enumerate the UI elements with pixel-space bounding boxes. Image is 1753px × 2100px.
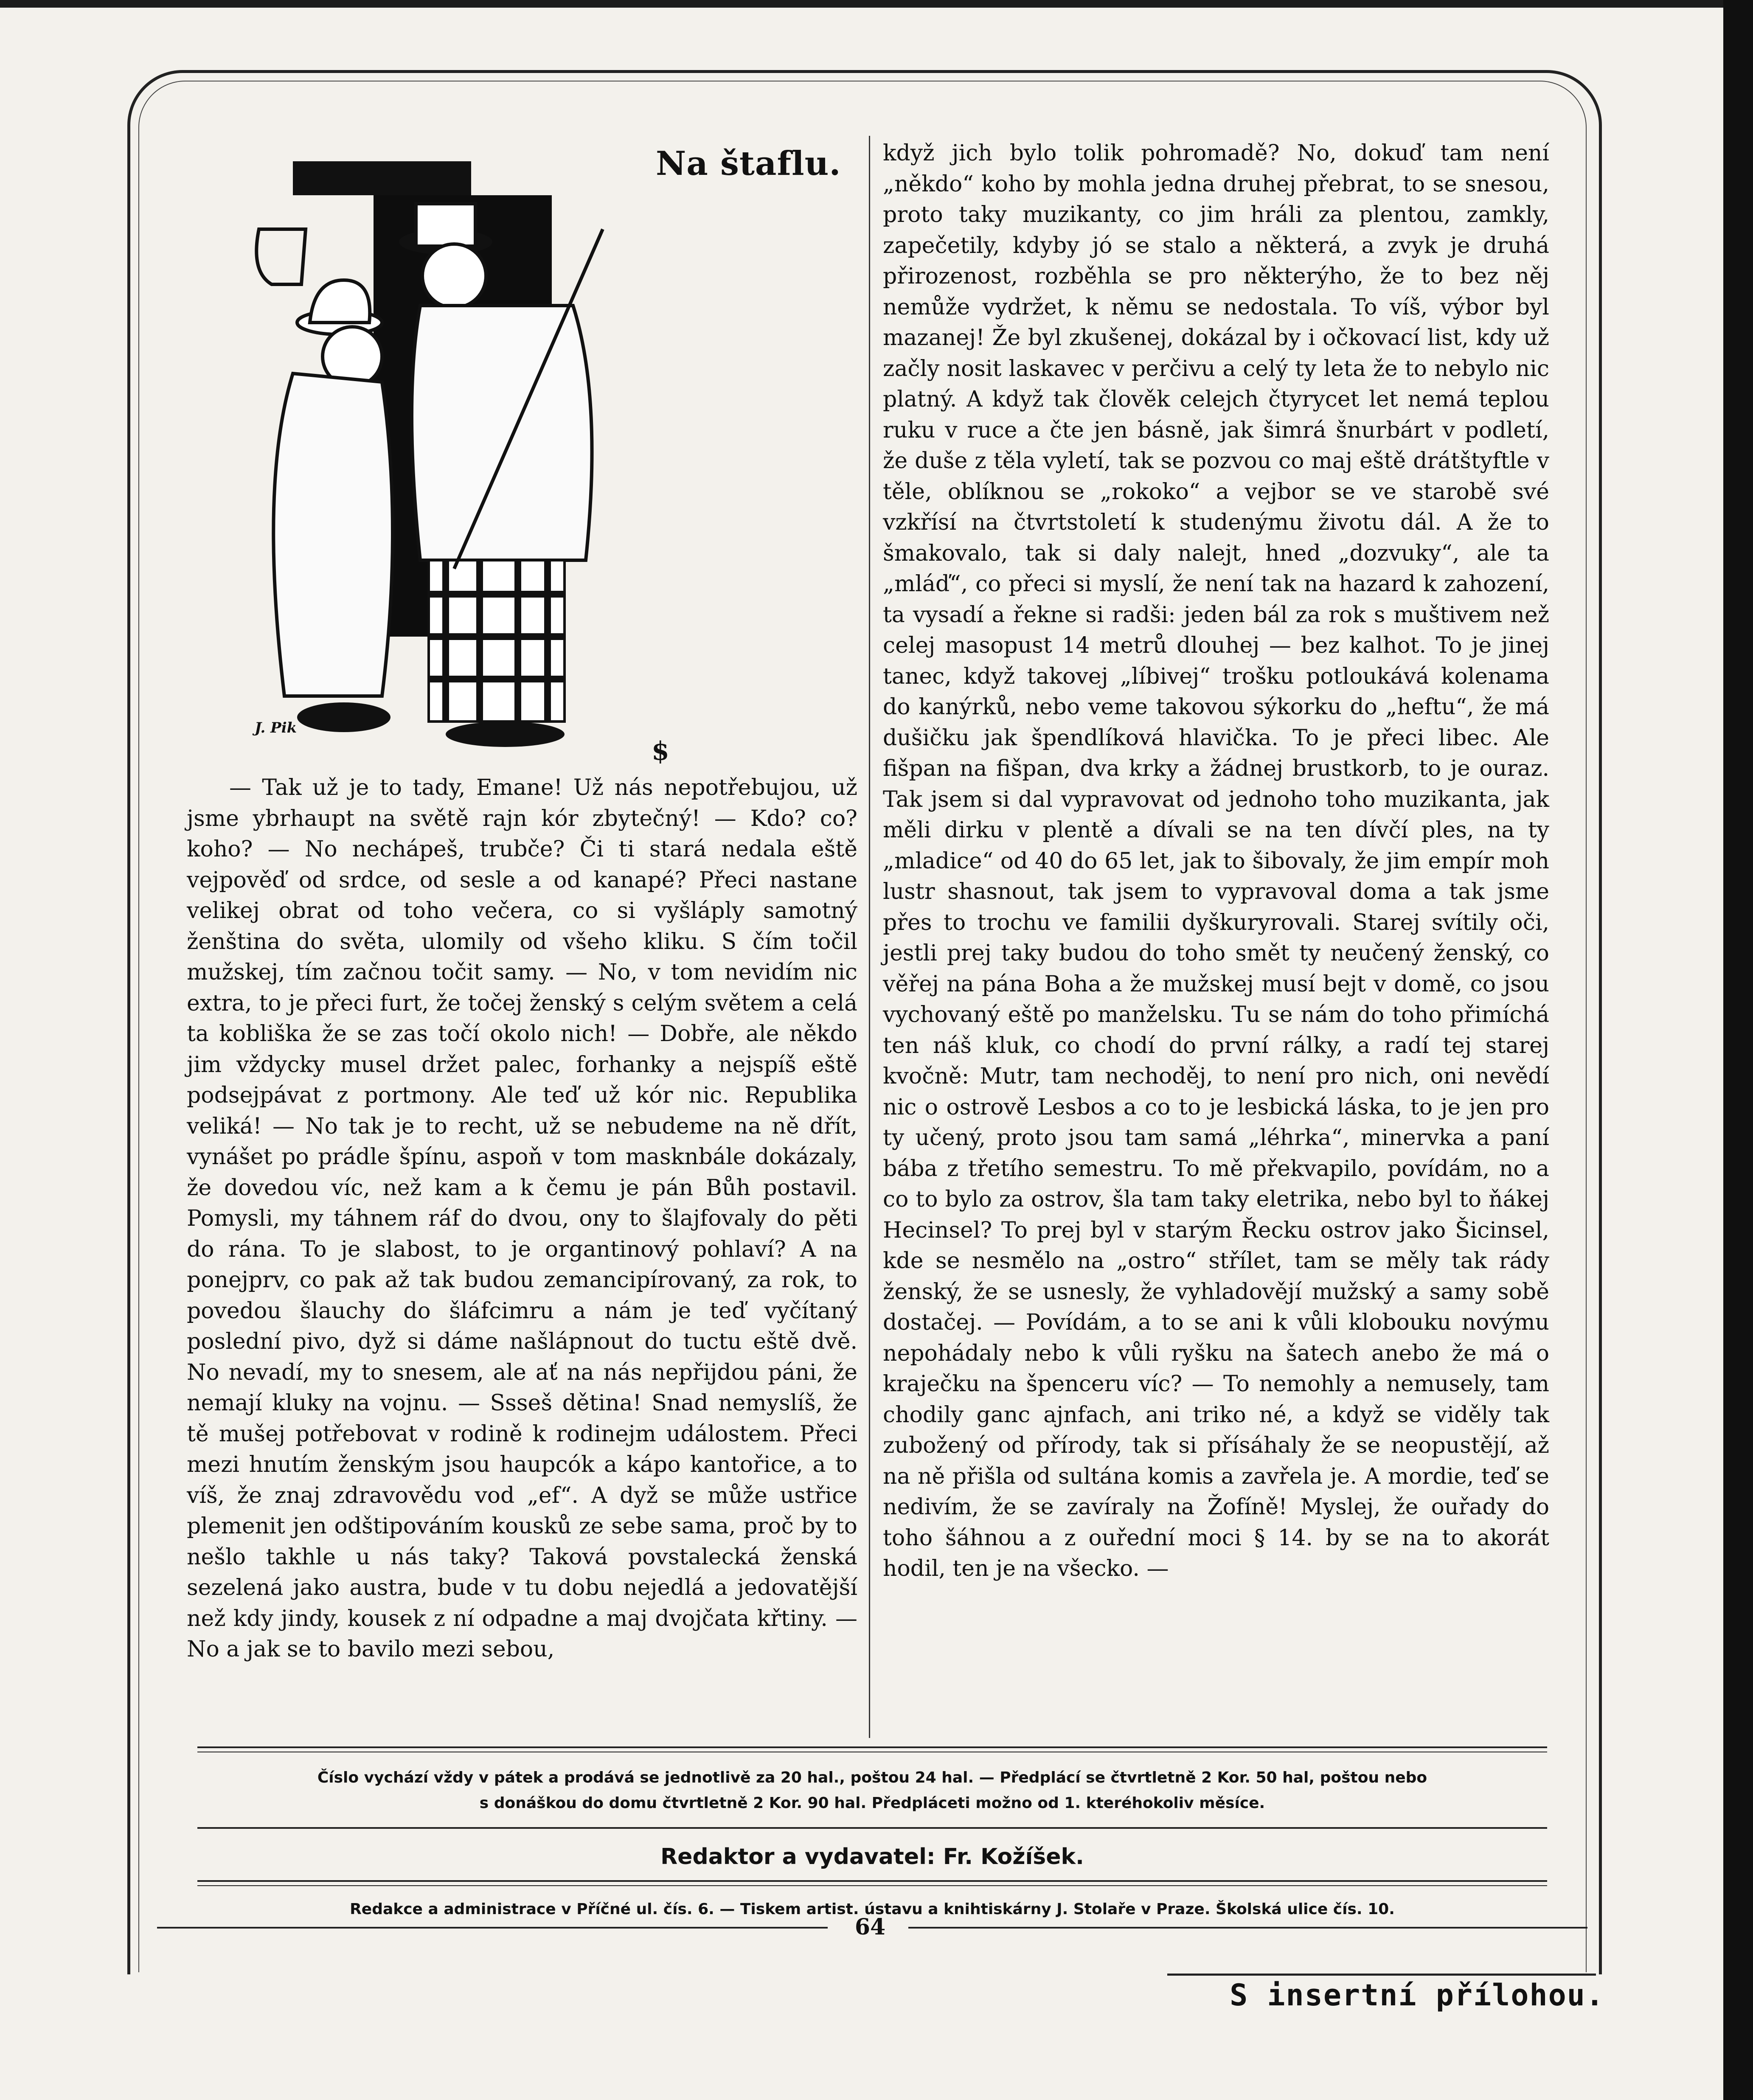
column-divider <box>869 136 870 1738</box>
monogram: $ <box>652 736 669 766</box>
cartoon-illustration <box>242 144 692 751</box>
page-number-rule-right <box>908 1927 1587 1929</box>
right-column <box>883 138 1549 1584</box>
editor-rule-bottom <box>197 1880 1547 1882</box>
left-column <box>187 772 857 1665</box>
editor-line: Redaktor a vydavatel: Fr. Kožíšek. <box>660 1844 1084 1870</box>
fur-coat <box>412 306 592 560</box>
left-paragraph: — Tak už je to tady, Emane! Už nás nepotřebujou, už jsme ybrhaupt na světě rajn kór zbytečný! — Kdo? co? koho? — No nechápeš, trubče? Či ti stará nedala eště vejpověď od srdce, od sesle a od kanapé? Přeci nastane velikej obrat od toho večera, co si vyšláply samotný ženština do světa, ulomily od všeho kliku. S čím točil mužskej, tím začnou točit samy. — No, v tom nevidím nic extra, to je přeci furt, že točej ženský s celým světem a celá ta kobliška že se zas točí okolo nich! — Dobře, ale někdo jim vždycky musel držet palec, forhanky a nejspíš eště podsejpávat z portmony. Ale teď už kór nic. Republika veliká! — No tak je to recht, už se nebudeme na ně dřít, vynášet po prádle špínu, aspoň v tom masknbále dokázaly, že dovedou víc, než kam a k čemu je pán Bůh postavil. Pomysli, my táhnem ráf do dvou, ony to šlajfovaly do pěti do rána. To je slabost, to je organtinový pohlaví? A na ponejprv, co pak až tak budou zemancipírovaný, za rok, to povedou šlauchy do šláfcimru a nám je teď vyčítaný poslední pivo, dyž si dáme našlápnout do tuctu eště dvě. No nevadí, my to snesem, ale ať na nás nepřijdou páni, že nemají kluky na vojnu. — Ssseš dětina! Snad nemyslíš, že tě mušej potřebovat v rodině k rodinejm událostem. Přeci mezi hnutím ženským jsou haupcók a kápo kantořice, a to víš, že znaj zdravovědu vod „ef“. A dyž se může ustřice plemenit jen odštipováním kousků ze sebe sama, proč by to nešlo takhle u nás taky? Taková povstalecká ženská sezelená jako austra, bude v tu dobu nejedlá a jedovatější než kdy jindy, kousek z ní odpadne a maj dvojčata křtiny. — No a jak se to bavilo mezi sebou, <box>187 775 857 1662</box>
right-shoes <box>446 722 565 747</box>
scan-edge-top <box>0 0 1753 8</box>
right-paragraph: když jich bylo tolik pohromadě? No, dokuď tam není „někdo“ koho by mohla jedna druhej přebrat, to se snesou, proto taky muzikanty, co jim hráli za plentou, zamkly, zapečetily, kdyby jó se stalo a některá, a zvyk je druhá přirozenost, rozběhla se pro některýho, že to bez něj nemůže vydržet, k němu se nedostala. To víš, výbor byl mazanej! Že byl zkušenej, dokázal by i očkovací list, kdy už začly nosit laskavec v perčivu a celý ty leta že to nebylo nic platný. A když tak člověk celejch čtyrycet let nemá teplou ruku v ruce a čte jen básně, jak šimrá šnurbárt v podletí, že duše z těla vyletí, tak se pozvou co maj eště drátštyftle v těle, oblíknou se „rokoko“ a vejbor se ve starobě své vzkřísí na čtvrtstoletí k studenýmu životu dál. A že to šmakovalo, tak si daly nalejt, hned „dozvuky“, ale ta „mláď“, co přeci si myslí, že není tak na hazard k zahození, ta vysadí a řekne si radši: jeden bál za rok s muštivem než celej masopust 14 metrů dlouhej — bez kalhot. To je jinej tanec, když takovej „líbivej“ trošku potloukává kolenama do kanýrků, nebo veme takovou sýkorku do „heftu“, že má dušičku jak špendlíková hlavička. To je přeci libec. Ale fišpan na fišpan, dva krky a žádnej brustkorb, to je ouraz. Tak jsem si dal vypravovat od jednoho toho muzikanta, jak měli dirku v plentě a dívali se na ten dívčí ples, na ty „mladice“ od 40 do 65 let, jak to šibovaly, že jim empír moh lustr shasnout, tak jsem to vypravoval doma a tak jsme přes to trochu ve familii dyškuryrovali. Starej svítily oči, jestli prej taky budou do toho smět ty neučený ženský, co věřej na pána Boha a že mužskej musí bejt v domě, co jsou vychovaný eště po manželsku. Tu se nám do toho přimíchá ten náš kluk, co chodí do první rálky, a radí tej starej kvočně: Mutr, tam nechoděj, to není pro nich, oni nevědí nic o ostrově Lesbos a co to je lesbická láska, to je jen pro ty učený, proto jsou tam samá „léhrka“, minervka a paní bába z třetího semestru. To mě překvapilo, povídám, no a co to bylo za ostrov, šla tam taky eletrika, nebo byl to ňákej Hecinsel? To prej byl v starým Řecku ostrov jako Šicinsel, kde se nesmělo na „ostro“ střílet, tam se měly tak rády ženský, že se usnesly, že vyhladovějí mužský a samy sobě dostačej. — Povídám, a to se ani k vůli klobouku novýmu nepohádaly nebo k vůli ryšku na šatech anebo že má o kraječku na špenceru víc? — To nemohly a nemusely, tam chodily ganc ajnfach, ani triko né, a když se viděly tak zubožený od přírody, tak si přísáhaly že se neopustějí, až na ně přišla od sultána komis a zavřela je. A mordie, teď se nedivím, že se zavíraly na Žofíně! Myslej, že ouřady do toho šáhnou a z ouřední moci § 14. by se na to akorát hodil, ten je na všecko. — <box>883 140 1549 1581</box>
long-coat <box>273 373 393 696</box>
page-number-rule-left <box>157 1927 828 1929</box>
subscription-info-1: Číslo vychází vždy v pátek a prodává se jednotlivě za 20 hal., poštou 24 hal. — Předplácí se čtvrtletně 2 Kor. 50 hal, poštou nebo <box>317 1769 1427 1786</box>
bowler-hat <box>310 280 370 323</box>
address-line: Redakce a administrace v Příčné ul. čís. 6. — Tiskem artist. ústavu a knihtiskárny J. Stolaře v Praze. Školská ulice čís. 10. <box>350 1901 1395 1918</box>
article-title: Na štaflu. <box>656 144 841 183</box>
left-shoes <box>297 702 390 732</box>
footer-rule <box>197 1746 1547 1748</box>
scan-edge-right <box>1723 0 1753 2100</box>
supplement-note: S insertní přílohou. <box>1230 1978 1604 2013</box>
illustration-signature: J. Pik <box>255 719 297 736</box>
top-hat <box>416 204 475 246</box>
editor-rule-top <box>197 1827 1547 1829</box>
page-number: 64 <box>854 1914 886 1940</box>
man-right-head <box>422 244 486 308</box>
carriage-roof <box>293 161 471 195</box>
supplement-rule <box>1167 1974 1596 1976</box>
subscription-info-2: s donáškou do domu čtvrtletně 2 Kor. 90 hal. Předpláceti možno od 1. kteréhokoliv měsíce. <box>479 1794 1265 1812</box>
editor-rule-bottom-thin <box>197 1885 1547 1886</box>
carriage-lamp <box>256 229 306 284</box>
